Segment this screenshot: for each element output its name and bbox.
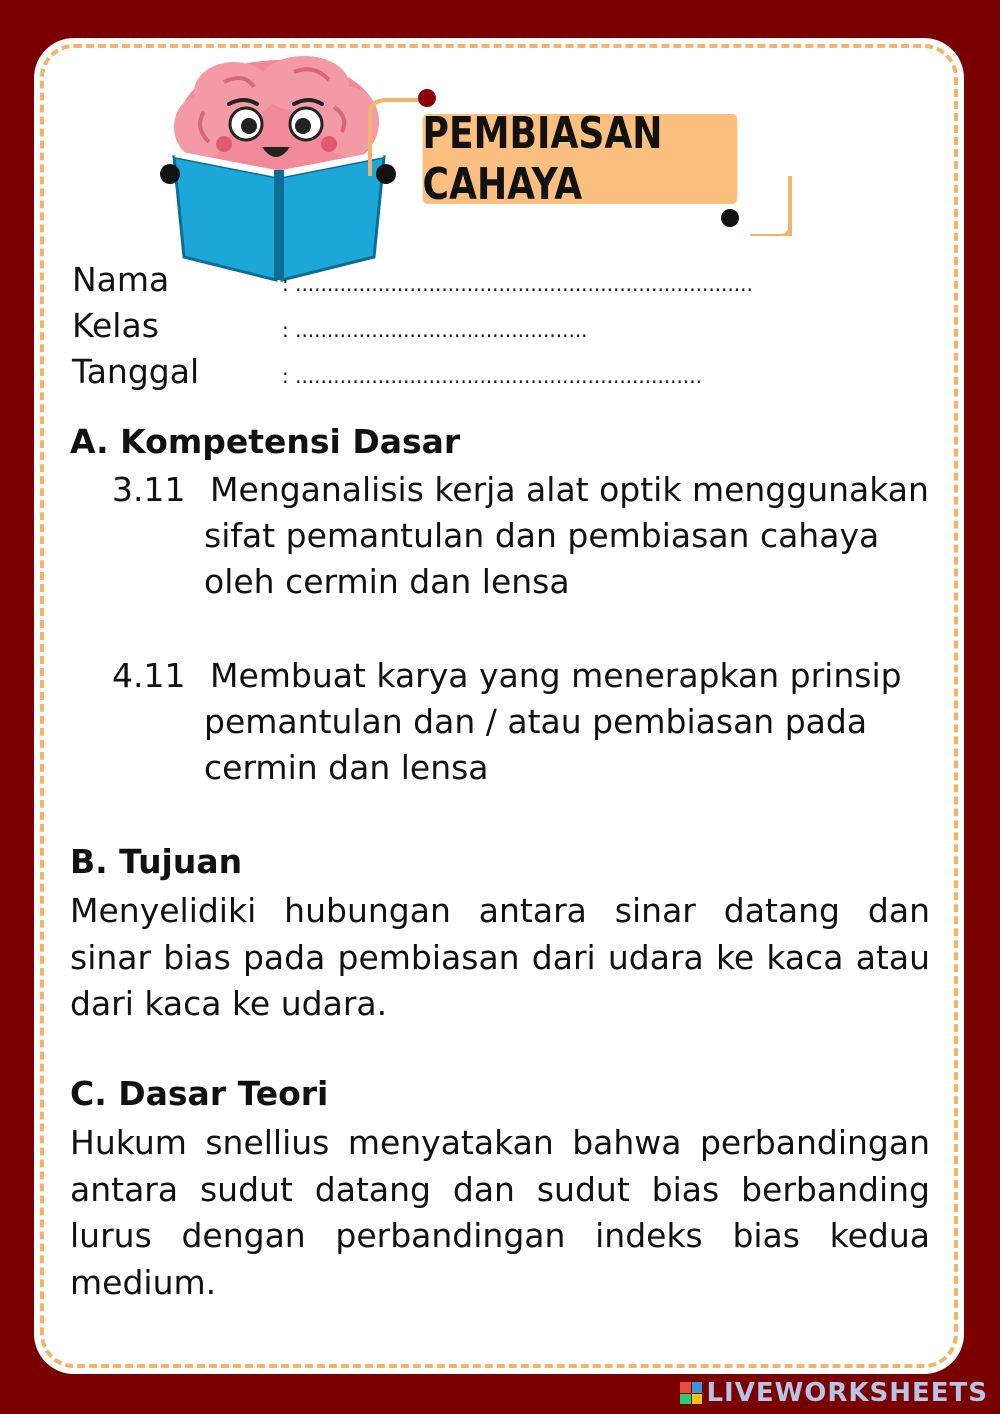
heading-tujuan: B. Tujuan: [70, 842, 243, 881]
page-title: PEMBIASAN CAHAYA: [423, 114, 738, 204]
field-label: Nama: [72, 260, 170, 299]
field-value[interactable]: : ........................................................................: [282, 272, 753, 296]
kd2-line: pemantulan dan / atau pembiasan pada: [204, 702, 868, 741]
field-label: Kelas: [72, 306, 159, 345]
kd1-line: oleh cermin dan lensa: [204, 562, 570, 601]
kd1-line: Menganalisis kerja alat optik menggunakan: [210, 470, 929, 509]
kd2-line: Membuat karya yang menerapkan prinsip: [210, 656, 902, 695]
field-value[interactable]: : ..............................................: [282, 318, 588, 342]
dasar-teori-text: Hukum snellius menyatakan bahwa perbandingan antara sudut datang dan sudut bias berbanding lurus dengan perbandingan indeks bias kedua medium.: [70, 1123, 930, 1302]
field-nama: [72, 260, 753, 299]
heading-dasar-teori: C. Dasar Teori: [70, 1074, 329, 1113]
worksheet-card: [34, 38, 964, 1374]
kd1-number: 3.11: [112, 470, 186, 509]
field-label: Tanggal: [72, 352, 200, 391]
watermark-text: LIVEWORKSHEETS: [706, 1378, 988, 1408]
kd1-line: sifat pemantulan dan pembiasan cahaya: [204, 516, 880, 555]
tujuan-text: Menyelidiki hubungan antara sinar datang dan sinar bias pada pembiasan dari udara ke kaca atau dari kaca ke udara.: [70, 891, 930, 1023]
heading-kompetensi-dasar: A. Kompetensi Dasar: [70, 422, 461, 461]
field-tanggal: [72, 352, 702, 391]
watermark: [680, 1378, 988, 1408]
field-value[interactable]: : ................................................................: [282, 364, 702, 388]
kd2-line: cermin dan lensa: [204, 748, 489, 787]
liveworksheets-logo-icon: [680, 1382, 702, 1404]
kd2-number: 4.11: [112, 656, 186, 695]
field-kelas: [72, 306, 588, 345]
